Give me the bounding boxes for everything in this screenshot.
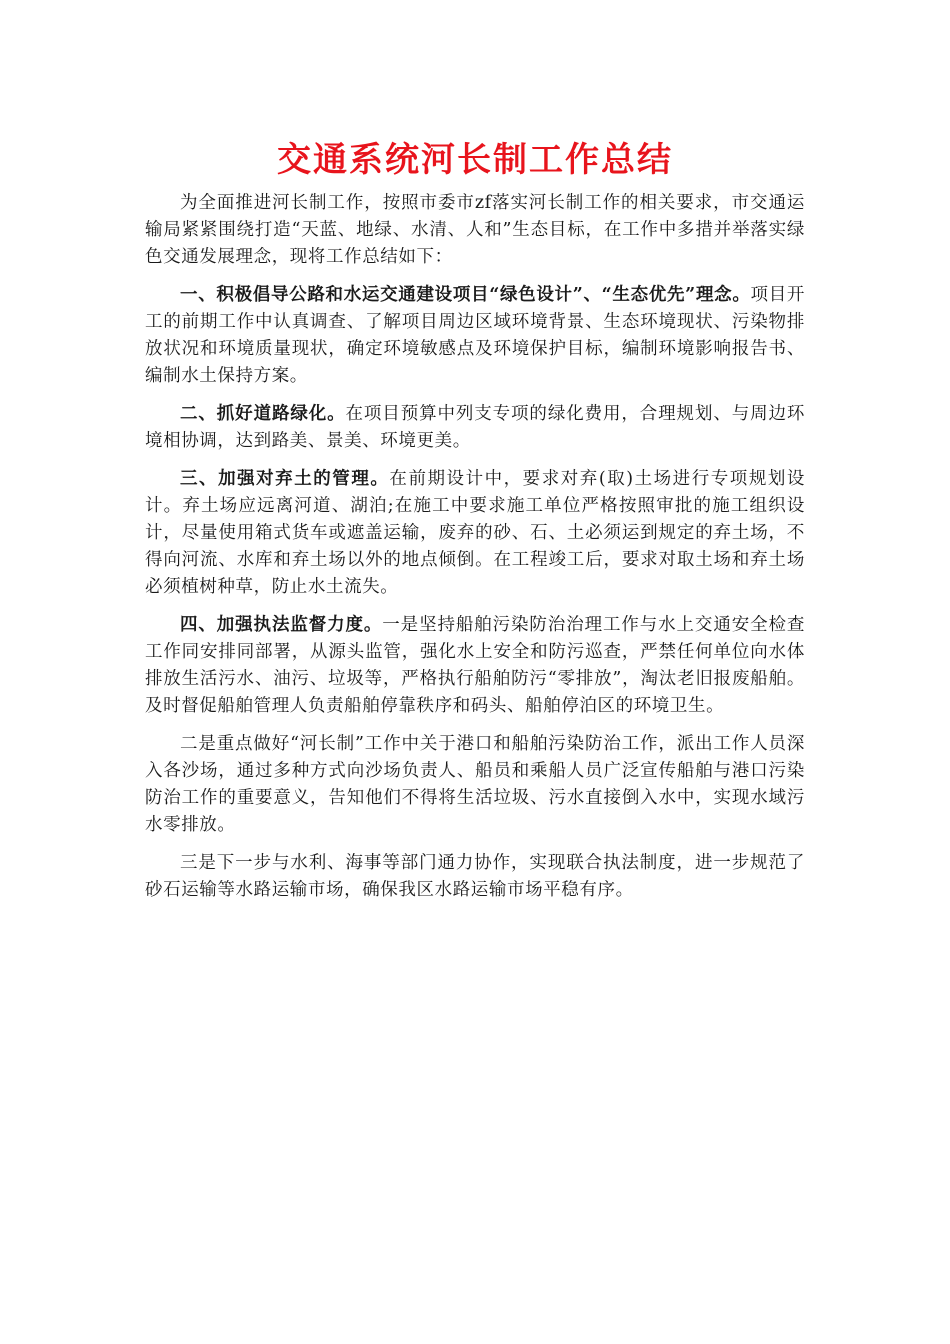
section-2-paragraph xyxy=(145,401,805,455)
section-3-paragraph xyxy=(145,466,805,601)
section-1-paragraph xyxy=(145,282,805,390)
paragraph-text: 项目开工的前期工作中认真调查、了解项目周边区域环境背景、生态环境现状、污染物排放状况和环境质量现状，确定环境敏感点及环境保护目标，编制环境影响报告书、编制水土保持方案。 xyxy=(145,285,805,386)
section-heading: 一、积极倡导公路和水运交通建设项目“绿色设计”、“生态优先”理念。 xyxy=(180,285,751,305)
paragraph-text: 在项目预算中列支专项的绿化费用，合理规划、与周边环境相协调，达到路美、景美、环境更美。 xyxy=(145,404,805,451)
paragraph-text: 二是重点做好“河长制”工作中关于港口和船舶污染防治工作，派出工作人员深入各沙场，通过多种方式向沙场负责人、船员和乘船人员广泛宣传船舶与港口污染防治工作的重要意义，告知他们不得将生活垃圾、污水直接倒入水中，实现水域污水零排放。 xyxy=(145,734,805,835)
paragraph-text: 在前期设计中，要求对弃(取)土场进行专项规划设计。弃土场应远离河道、湖泊;在施工中要求施工单位严格按照审批的施工组织设计，尽量使用箱式货车或遮盖运输，废弃的砂、石、土必须运到规定的弃土场，不得向河流、水库和弃土场以外的地点倾倒。在工程竣工后，要求对取土场和弃土场必须植树种草，防止水土流失。 xyxy=(145,469,805,597)
document-title: 交通系统河长制工作总结 xyxy=(277,140,673,180)
section-heading: 四、加强执法监督力度。 xyxy=(180,615,383,635)
paragraph-text: 一是坚持船舶污染防治治理工作与水上交通安全检查工作同安排同部署，从源头监管，强化水上安全和防污巡查，严禁任何单位向水体排放生活污水、油污、垃圾等，严格执行船舶防污“零排放”，淘汰老旧报废船舶。及时督促船舶管理人负责船舶停靠秩序和码头、船舶停泊区的环境卫生。 xyxy=(145,615,805,716)
section-heading: 三、加强对弃土的管理。 xyxy=(180,469,390,489)
document-page xyxy=(145,132,805,915)
section-4-paragraph-3 xyxy=(145,850,805,904)
section-heading: 二、抓好道路绿化。 xyxy=(180,404,346,424)
section-4-paragraph-2 xyxy=(145,731,805,839)
section-4-paragraph xyxy=(145,612,805,720)
paragraph-text: 为全面推进河长制工作，按照市委市zf落实河长制工作的相关要求，市交通运输局紧紧围绕打造“天蓝、地绿、水清、人和”生态目标，在工作中多措并举落实绿色交通发展理念，现将工作总结如下： xyxy=(145,193,805,267)
paragraph-text: 三是下一步与水利、海事等部门通力协作，实现联合执法制度，进一步规范了砂石运输等水路运输市场，确保我区水路运输市场平稳有序。 xyxy=(145,853,805,900)
intro-paragraph xyxy=(145,190,805,271)
